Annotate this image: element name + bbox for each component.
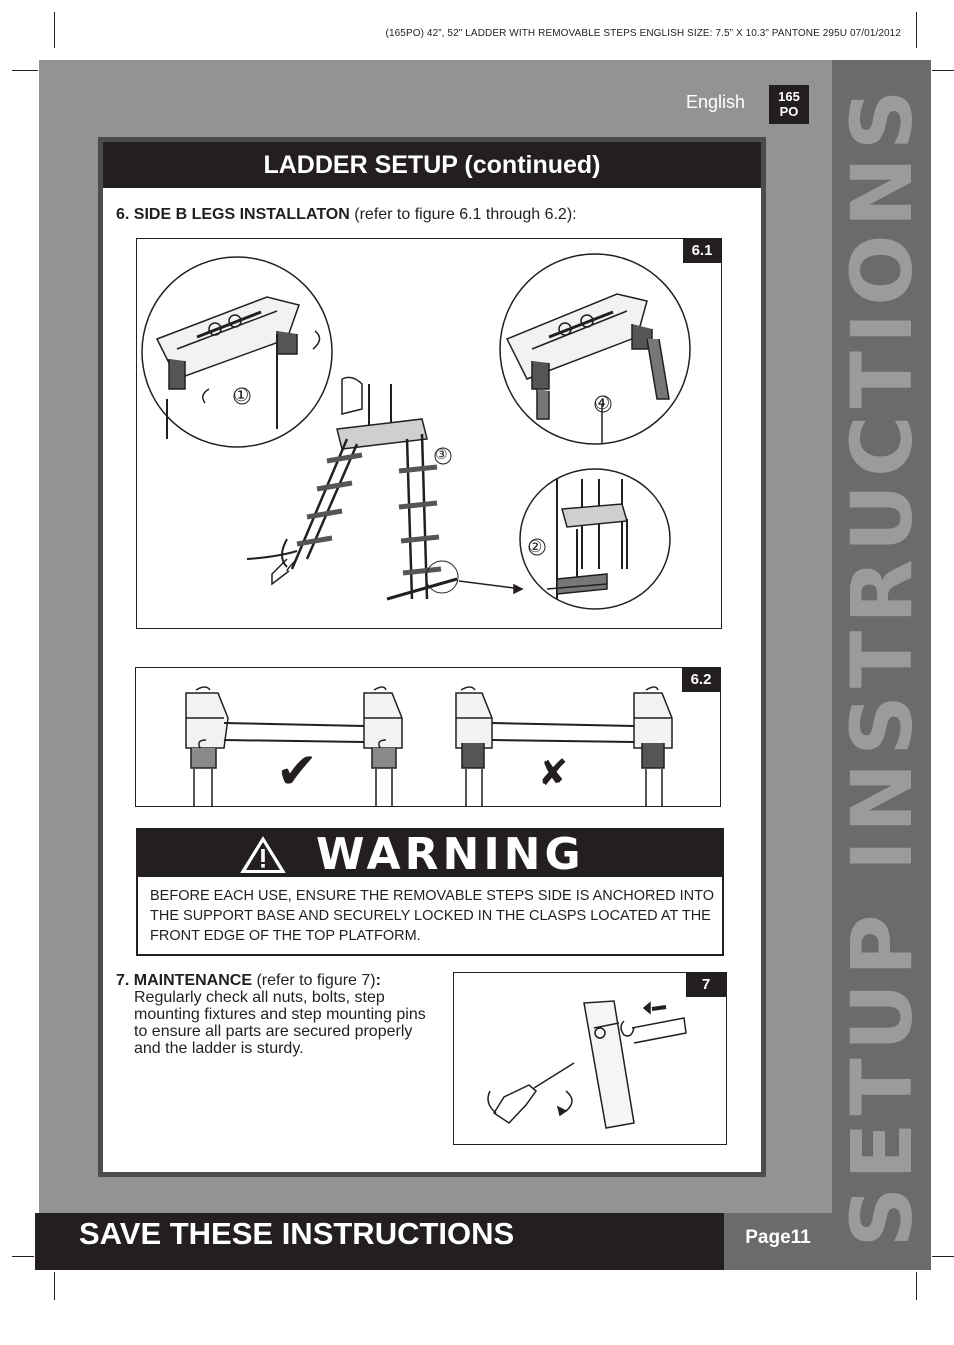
figure-6-2-drawing [136, 668, 721, 807]
figure-6-2 [135, 667, 721, 807]
step-6-text: (refer to figure 6.1 through 6.2): [349, 206, 577, 223]
model-code-badge [769, 85, 809, 124]
crop-mark [916, 12, 917, 48]
footer-bar [35, 1213, 724, 1270]
side-banner [832, 60, 931, 1270]
step-6-heading: SIDE B LEGS INSTALLATON [133, 206, 350, 223]
callout-3: ③ [435, 446, 448, 462]
callout-1: ① [233, 385, 250, 405]
correct-check-icon: ✔ [276, 742, 318, 800]
model-code-number: 165 [778, 89, 800, 104]
callout-4: ④ [594, 393, 611, 413]
crop-mark [932, 70, 954, 71]
print-spec-line: (165PO) 42”, 52" LADDER WITH REMOVABLE STEPS ENGLISH SIZE: 7.5” X 10.3” PANTONE 295U 07/01/2012 [385, 28, 901, 39]
step-6-number: 6. [116, 206, 130, 223]
step-7-ref: (refer to figure 7) [252, 972, 376, 989]
step-7-colon: : [375, 972, 381, 989]
side-banner-text: SETUP INSTRUCTIONS [832, 82, 931, 1248]
crop-mark [12, 1256, 34, 1257]
figure-7 [453, 972, 727, 1145]
figure-7-tag: 7 [686, 973, 726, 997]
warning-box [136, 828, 724, 956]
crop-mark [12, 70, 38, 71]
crop-mark [916, 1272, 917, 1300]
footer-title: SAVE THESE INSTRUCTIONS [79, 1216, 515, 1251]
step-7-heading: MAINTENANCE [133, 972, 253, 989]
model-code-suffix: PO [779, 104, 799, 119]
step-7-text: Regularly check all nuts, bolts, step mounting fixtures and step mounting pins to ensure all parts are secured properly and the ladder is sturdy. [134, 989, 426, 1057]
page-number: Page11 [724, 1213, 832, 1270]
figure-6-1 [136, 238, 722, 629]
step-7-number: 7. [116, 972, 130, 989]
figure-7-drawing [454, 973, 727, 1145]
callout-2: ② [528, 539, 543, 556]
warning-triangle-icon [240, 836, 286, 874]
crop-mark [932, 1256, 954, 1257]
language-label: English [686, 92, 746, 112]
section-title: LADDER SETUP (continued) [103, 142, 761, 188]
crop-mark [54, 1272, 55, 1300]
wrong-cross-icon: ✘ [538, 753, 569, 794]
step-6 [116, 206, 736, 223]
warning-text: BEFORE EACH USE, ENSURE THE REMOVABLE STEPS SIDE IS ANCHORED INTO THE SUPPORT BASE AND SECURELY LOCKED IN THE CLASPS LOCATED AT THE FRONT EDGE OF THE TOP PLATFORM. [150, 888, 715, 944]
figure-6-1-tag: 6.1 [683, 239, 721, 263]
figure-6-2-tag: 6.2 [682, 668, 720, 692]
warning-header [138, 829, 722, 880]
step-7 [116, 972, 426, 989]
warning-title: WARNING [316, 829, 585, 880]
figure-6-1-drawing [137, 239, 722, 629]
